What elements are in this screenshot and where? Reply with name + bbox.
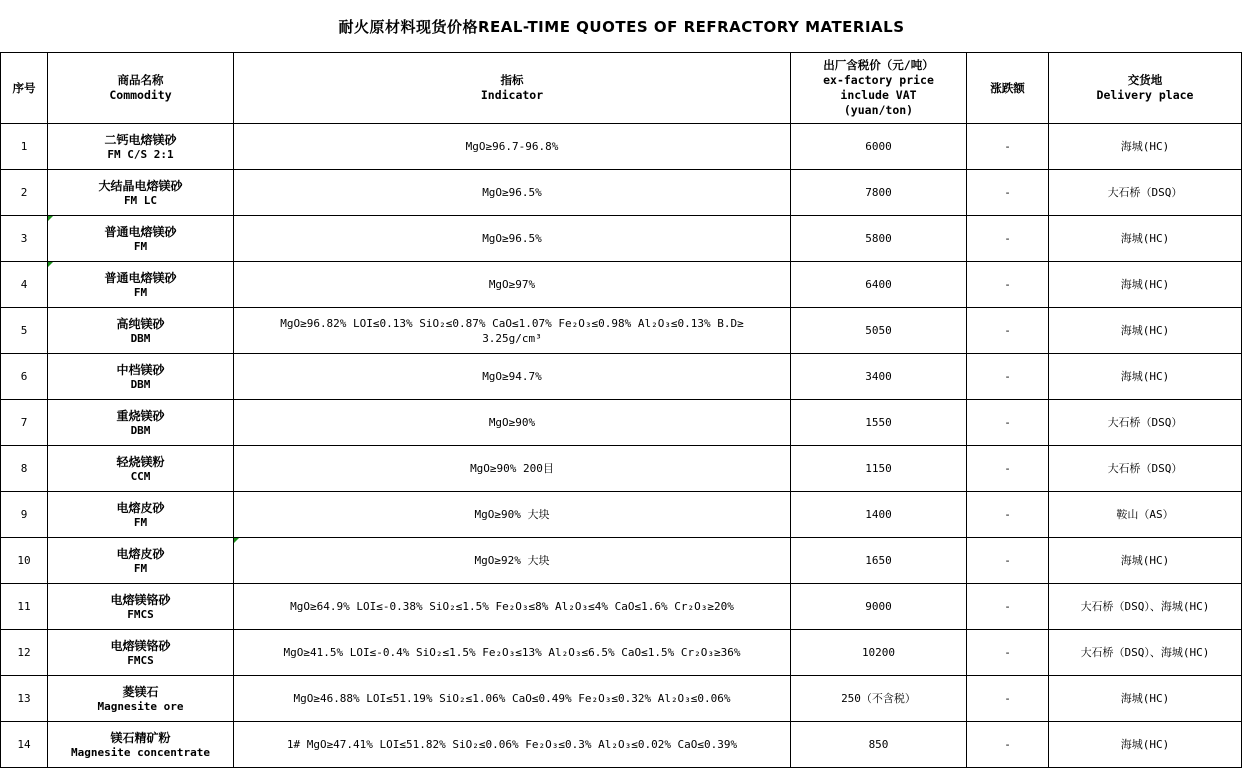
header-delivery-cn: 交货地 bbox=[1127, 73, 1163, 87]
commodity-cn: 轻烧镁粉 bbox=[116, 454, 165, 469]
indicator-cell: MgO≥64.9% LOI≤-0.38% SiO₂≤1.5% Fe₂O₃≤8% Al₂O₃≤4% CaO≤1.6% Cr₂O₃≥20% bbox=[234, 584, 791, 630]
indicator-cell: MgO≥41.5% LOI≤-0.4% SiO₂≤1.5% Fe₂O₃≤13% Al₂O₃≤6.5% CaO≤1.5% Cr₂O₃≥36% bbox=[234, 630, 791, 676]
header-commodity-cn: 商品名称 bbox=[117, 73, 164, 87]
commodity-cn: 大结晶电熔镁砂 bbox=[98, 178, 183, 193]
row-no: 13 bbox=[1, 676, 48, 722]
commodity-cn: 电熔皮砂 bbox=[116, 500, 165, 515]
change-cell: - bbox=[967, 262, 1049, 308]
commodity-en: DBM bbox=[130, 331, 151, 345]
commodity-en: FM bbox=[133, 285, 148, 299]
row-no: 14 bbox=[1, 722, 48, 768]
delivery-cell: 海城(HC) bbox=[1049, 676, 1242, 722]
row-no: 6 bbox=[1, 354, 48, 400]
price-cell: 1650 bbox=[791, 538, 967, 584]
delivery-cell: 海城(HC) bbox=[1049, 354, 1242, 400]
price-cell: 10200 bbox=[791, 630, 967, 676]
header-price-line2: ex-factory price bbox=[823, 73, 934, 87]
indicator-cell: MgO≥90% 200目 bbox=[234, 446, 791, 492]
commodity-cell bbox=[48, 124, 234, 170]
commodity-cell bbox=[48, 308, 234, 354]
delivery-cell: 海城(HC) bbox=[1049, 216, 1242, 262]
indicator-cell: MgO≥96.5% bbox=[234, 170, 791, 216]
commodity-en: DBM bbox=[130, 423, 151, 437]
commodity-cell bbox=[48, 170, 234, 216]
commodity-cell bbox=[48, 492, 234, 538]
commodity-cn: 中档镁砂 bbox=[116, 362, 165, 377]
indicator-cell: MgO≥94.7% bbox=[234, 354, 791, 400]
header-delivery bbox=[1049, 53, 1242, 124]
table-row bbox=[1, 584, 1242, 630]
commodity-en: FMCS bbox=[127, 607, 154, 621]
row-no: 12 bbox=[1, 630, 48, 676]
delivery-cell: 鞍山（AS） bbox=[1049, 492, 1242, 538]
change-cell: - bbox=[967, 722, 1049, 768]
row-no: 9 bbox=[1, 492, 48, 538]
delivery-cell: 大石桥（DSQ） bbox=[1049, 400, 1242, 446]
commodity-en: FMCS bbox=[127, 653, 154, 667]
row-no: 8 bbox=[1, 446, 48, 492]
commodity-en: DBM bbox=[130, 377, 151, 391]
delivery-cell: 海城(HC) bbox=[1049, 722, 1242, 768]
commodity-en: FM bbox=[133, 515, 148, 529]
table-header-row bbox=[1, 53, 1242, 124]
table-row bbox=[1, 630, 1242, 676]
indicator-cell: MgO≥97% bbox=[234, 262, 791, 308]
header-delivery-en: Delivery place bbox=[1096, 88, 1194, 102]
commodity-cell bbox=[48, 262, 234, 308]
row-no: 11 bbox=[1, 584, 48, 630]
commodity-cn: 重烧镁砂 bbox=[116, 408, 165, 423]
row-no: 10 bbox=[1, 538, 48, 584]
price-cell: 6400 bbox=[791, 262, 967, 308]
indicator-cell: MgO≥90% 大块 bbox=[234, 492, 791, 538]
price-cell: 7800 bbox=[791, 170, 967, 216]
price-cell: 3400 bbox=[791, 354, 967, 400]
price-cell: 1150 bbox=[791, 446, 967, 492]
header-commodity-en: Commodity bbox=[109, 88, 172, 102]
commodity-cn: 菱镁石 bbox=[122, 684, 159, 699]
indicator-cell: MgO≥46.88% LOI≤51.19% SiO₂≤1.06% CaO≤0.49% Fe₂O₃≤0.32% Al₂O₃≤0.06% bbox=[234, 676, 791, 722]
header-commodity bbox=[48, 53, 234, 124]
price-cell: 5050 bbox=[791, 308, 967, 354]
header-price-line1: 出厂含税价（元/吨） bbox=[823, 58, 934, 72]
change-cell: - bbox=[967, 170, 1049, 216]
header-no: 序号 bbox=[1, 53, 48, 124]
commodity-en: Magnesite ore bbox=[97, 699, 184, 713]
page-title: 耐火原材料现货价格REAL-TIME QUOTES OF REFRACTORY MATERIALS bbox=[338, 17, 905, 36]
delivery-cell: 海城(HC) bbox=[1049, 308, 1242, 354]
change-cell: - bbox=[967, 676, 1049, 722]
delivery-cell: 大石桥（DSQ）、海城(HC) bbox=[1049, 584, 1242, 630]
header-price-line4: (yuan/ton) bbox=[843, 103, 914, 117]
commodity-cell bbox=[48, 354, 234, 400]
quotes-table bbox=[0, 52, 1242, 768]
price-cell: 1400 bbox=[791, 492, 967, 538]
delivery-cell: 海城(HC) bbox=[1049, 262, 1242, 308]
commodity-cn: 二钙电熔镁砂 bbox=[104, 132, 177, 147]
commodity-cell bbox=[48, 216, 234, 262]
table-row bbox=[1, 354, 1242, 400]
commodity-cell bbox=[48, 584, 234, 630]
commodity-en: FM LC bbox=[123, 193, 158, 207]
header-price bbox=[791, 53, 967, 124]
change-cell: - bbox=[967, 584, 1049, 630]
change-cell: - bbox=[967, 492, 1049, 538]
commodity-cn: 普通电熔镁砂 bbox=[104, 270, 177, 285]
price-cell: 250（不含税） bbox=[791, 676, 967, 722]
commodity-cell bbox=[48, 400, 234, 446]
table-row bbox=[1, 492, 1242, 538]
commodity-cn: 普通电熔镁砂 bbox=[104, 224, 177, 239]
commodity-cn: 镁石精矿粉 bbox=[110, 730, 171, 745]
header-price-line3: include VAT bbox=[840, 88, 917, 102]
delivery-cell: 海城(HC) bbox=[1049, 538, 1242, 584]
table-row bbox=[1, 124, 1242, 170]
change-cell: - bbox=[967, 630, 1049, 676]
table-row bbox=[1, 216, 1242, 262]
table-row bbox=[1, 676, 1242, 722]
header-indicator bbox=[234, 53, 791, 124]
commodity-en: FM bbox=[133, 561, 148, 575]
price-cell: 6000 bbox=[791, 124, 967, 170]
table-row bbox=[1, 446, 1242, 492]
commodity-en: FM bbox=[133, 239, 148, 253]
indicator-cell: MgO≥96.82% LOI≤0.13% SiO₂≤0.87% CaO≤1.07% Fe₂O₃≤0.98% Al₂O₃≤0.13% B.D≥ 3.25g/cm³ bbox=[234, 308, 791, 354]
row-no: 2 bbox=[1, 170, 48, 216]
price-cell: 5800 bbox=[791, 216, 967, 262]
table-row bbox=[1, 400, 1242, 446]
change-cell: - bbox=[967, 400, 1049, 446]
change-cell: - bbox=[967, 124, 1049, 170]
indicator-cell: MgO≥92% 大块 bbox=[234, 538, 791, 584]
row-no: 5 bbox=[1, 308, 48, 354]
table-row bbox=[1, 262, 1242, 308]
delivery-cell: 大石桥（DSQ） bbox=[1049, 170, 1242, 216]
row-no: 7 bbox=[1, 400, 48, 446]
row-no: 4 bbox=[1, 262, 48, 308]
commodity-cn: 电熔皮砂 bbox=[116, 546, 165, 561]
indicator-cell: MgO≥96.5% bbox=[234, 216, 791, 262]
commodity-cell bbox=[48, 676, 234, 722]
commodity-cn: 电熔镁铬砂 bbox=[110, 638, 171, 653]
delivery-cell: 海城(HC) bbox=[1049, 124, 1242, 170]
table-row bbox=[1, 722, 1242, 768]
delivery-cell: 大石桥（DSQ） bbox=[1049, 446, 1242, 492]
change-cell: - bbox=[967, 308, 1049, 354]
delivery-cell: 大石桥（DSQ）、海城(HC) bbox=[1049, 630, 1242, 676]
change-cell: - bbox=[967, 538, 1049, 584]
change-cell: - bbox=[967, 446, 1049, 492]
price-cell: 9000 bbox=[791, 584, 967, 630]
indicator-cell: MgO≥96.7-96.8% bbox=[234, 124, 791, 170]
commodity-cell bbox=[48, 630, 234, 676]
change-cell: - bbox=[967, 354, 1049, 400]
indicator-cell: MgO≥90% bbox=[234, 400, 791, 446]
table-row bbox=[1, 170, 1242, 216]
indicator-cell: 1# MgO≥47.41% LOI≤51.82% SiO₂≤0.06% Fe₂O₃≤0.3% Al₂O₃≤0.02% CaO≤0.39% bbox=[234, 722, 791, 768]
table-row bbox=[1, 538, 1242, 584]
commodity-cell bbox=[48, 722, 234, 768]
commodity-cell bbox=[48, 446, 234, 492]
price-cell: 850 bbox=[791, 722, 967, 768]
price-cell: 1550 bbox=[791, 400, 967, 446]
commodity-cn: 高纯镁砂 bbox=[116, 316, 165, 331]
commodity-cell bbox=[48, 538, 234, 584]
header-change: 涨跌额 bbox=[967, 53, 1049, 124]
change-cell: - bbox=[967, 216, 1049, 262]
commodity-en: FM C/S 2:1 bbox=[107, 147, 174, 161]
header-indicator-cn: 指标 bbox=[500, 73, 524, 87]
commodity-en: CCM bbox=[130, 469, 151, 483]
table-row bbox=[1, 308, 1242, 354]
row-no: 1 bbox=[1, 124, 48, 170]
row-no: 3 bbox=[1, 216, 48, 262]
commodity-cn: 电熔镁铬砂 bbox=[110, 592, 171, 607]
header-indicator-en: Indicator bbox=[480, 88, 544, 102]
commodity-en: Magnesite concentrate bbox=[70, 745, 211, 759]
